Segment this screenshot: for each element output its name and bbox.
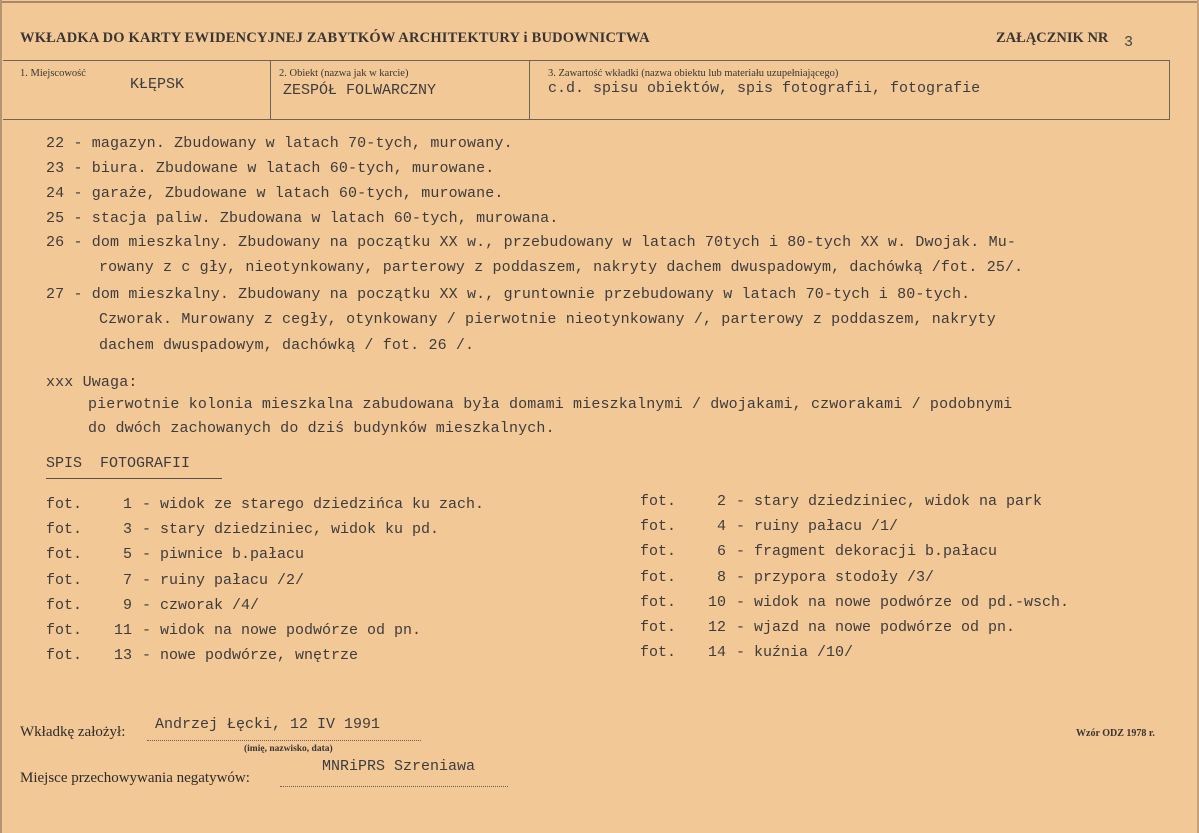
photo-number: 12 — [707, 619, 726, 636]
photo-label: fot. — [46, 521, 83, 539]
object-entry-27: 27 - dom mieszkalny. Zbudowany na początku XX w., gruntownie przebudowany w latach 70-tych i 80-tych. — [46, 286, 971, 303]
photo-entry — [46, 597, 259, 614]
photo-number: 1 — [122, 496, 132, 513]
photo-number: 9 — [122, 596, 132, 614]
field-box-bottom-line — [3, 119, 1170, 120]
photo-label: fot. — [46, 496, 83, 513]
attachment-number: 3 — [1124, 34, 1134, 51]
note-heading: xxx Uwaga: — [46, 374, 138, 391]
photo-description: - wjazd na nowe podwórze od pn. — [736, 619, 1016, 636]
photo-label: fot. — [46, 647, 83, 665]
photo-number: 13 — [113, 647, 132, 665]
photo-number: 5 — [122, 546, 132, 564]
card-top-edge — [0, 1, 1199, 3]
contents-value: c.d. spisu obiektów, spis fotografii, fotografie — [548, 80, 981, 97]
photo-entry — [640, 569, 934, 586]
created-by-value: Andrzej Łęcki, 12 IV 1991 — [155, 716, 381, 733]
photo-number: 11 — [113, 622, 132, 639]
photo-entry — [46, 572, 304, 589]
photo-description: - czworak /4/ — [142, 596, 260, 614]
object-value: ZESPÓŁ FOLWARCZNY — [283, 82, 437, 99]
photo-entry — [46, 496, 484, 513]
photo-description: - nowe podwórze, wnętrze — [142, 647, 359, 665]
photo-label: fot. — [640, 593, 677, 611]
field-box-top-line — [3, 60, 1170, 61]
field-divider-1 — [270, 60, 271, 120]
photo-label: fot. — [46, 596, 83, 614]
object-entry-23: 23 - biura. Zbudowane w latach 60-tych, murowane. — [46, 160, 495, 177]
object-entry-24: 24 - garaże, Zbudowane w latach 60-tych, murowane. — [46, 185, 504, 202]
object-entry-27-cont-1: Czworak. Murowany z cegły, otynkowany / pierwotnie nieotynkowany /, parterowy z poddaszem, nakryty — [99, 311, 996, 328]
photo-label: fot. — [46, 546, 83, 564]
photo-entry — [640, 644, 853, 661]
photo-number: 8 — [716, 568, 726, 586]
contents-label: 3. Zawartość wkładki (nazwa obiektu lub materiału uzupełniającego) — [548, 68, 839, 79]
object-label: 2. Obiekt (nazwa jak w karcie) — [279, 68, 409, 79]
negatives-location-value: MNRiPRS Szreniawa — [322, 758, 476, 775]
photo-number: 4 — [716, 518, 726, 536]
created-by-line — [147, 740, 421, 741]
photo-label: fot. — [640, 543, 677, 561]
photo-label: fot. — [640, 568, 677, 586]
photo-description: - ruiny pałacu /1/ — [736, 518, 899, 536]
photo-number: 10 — [707, 593, 726, 611]
created-by-label: Wkładkę założył: — [20, 724, 126, 740]
photo-description: - widok ze starego dziedzińca ku zach. — [142, 496, 485, 513]
photo-label: fot. — [640, 619, 677, 636]
photo-description: - ruiny pałacu /2/ — [142, 571, 305, 589]
photo-number: 7 — [122, 571, 132, 589]
photo-entry — [640, 518, 898, 535]
card-left-edge — [0, 0, 2, 833]
note-line-1: pierwotnie kolonia mieszkalna zabudowana była domami mieszkalnymi / dwojakami, czworakami / podobnymi — [88, 396, 1013, 413]
locality-value: KŁĘPSK — [130, 76, 185, 93]
photo-entry — [640, 493, 1042, 510]
photo-entry — [46, 546, 304, 563]
photo-entry — [640, 543, 997, 560]
photo-number: 6 — [716, 543, 726, 561]
object-entry-27-cont-2: dachem dwuspadowym, dachówką / fot. 26 /. — [99, 337, 475, 354]
photo-description: - piwnice b.pałacu — [142, 546, 305, 564]
created-by-hint: (imię, nazwisko, data) — [244, 744, 333, 754]
field-divider-2 — [529, 60, 530, 120]
photo-entry — [640, 619, 1015, 636]
photo-label: fot. — [46, 571, 83, 589]
object-entry-25: 25 - stacja paliw. Zbudowana w latach 60-tych, murowana. — [46, 210, 559, 227]
photo-list-title-underline — [46, 478, 222, 479]
negatives-location-label: Miejsce przechowywania negatywów: — [20, 770, 250, 786]
photo-description: - widok na nowe podwórze od pd.-wsch. — [736, 593, 1070, 611]
photo-entry — [640, 594, 1069, 611]
object-entry-26-cont: rowany z c gły, nieotynkowany, parterowy z poddaszem, nakryty dachem dwuspadowym, dachówką /fot. 25/. — [99, 259, 1024, 276]
photo-entry — [46, 622, 421, 639]
photo-number: 14 — [707, 644, 726, 662]
attachment-label: ZAŁĄCZNIK NR — [996, 30, 1109, 46]
photo-description: - stary dziedziniec, widok na park — [736, 493, 1043, 510]
note-line-2: do dwóch zachowanych do dziś budynków mieszkalnych. — [88, 420, 555, 437]
photo-label: fot. — [640, 644, 677, 662]
photo-description: - stary dziedziniec, widok ku pd. — [142, 521, 440, 539]
form-template-mark: Wzór ODZ 1978 r. — [1076, 728, 1155, 739]
photo-entry — [46, 521, 439, 538]
photo-description: - przypora stodoły /3/ — [736, 568, 935, 586]
photo-number: 3 — [122, 521, 132, 539]
field-divider-3 — [1169, 60, 1170, 120]
photo-description: - widok na nowe podwórze od pn. — [142, 622, 422, 639]
photo-number: 2 — [716, 493, 726, 510]
photo-label: fot. — [46, 622, 83, 639]
card-title: WKŁADKA DO KARTY EWIDENCYJNEJ ZABYTKÓW ARCHITEKTURY i BUDOWNICTWA — [20, 30, 650, 46]
object-entry-26: 26 - dom mieszkalny. Zbudowany na początku XX w., przebudowany w latach 70tych i 80-tych XX w. Dwojak. Mu- — [46, 234, 1017, 251]
photo-description: - fragment dekoracji b.pałacu — [736, 543, 998, 561]
negatives-location-line — [280, 786, 508, 787]
photo-list-title: SPIS FOTOGRAFII — [46, 455, 191, 472]
object-entry-22: 22 - magazyn. Zbudowany w latach 70-tych, murowany. — [46, 135, 513, 152]
photo-description: - kuźnia /10/ — [736, 644, 854, 662]
photo-label: fot. — [640, 518, 677, 536]
photo-entry — [46, 647, 358, 664]
locality-label: 1. Miejscowość — [20, 68, 86, 79]
photo-label: fot. — [640, 493, 677, 510]
